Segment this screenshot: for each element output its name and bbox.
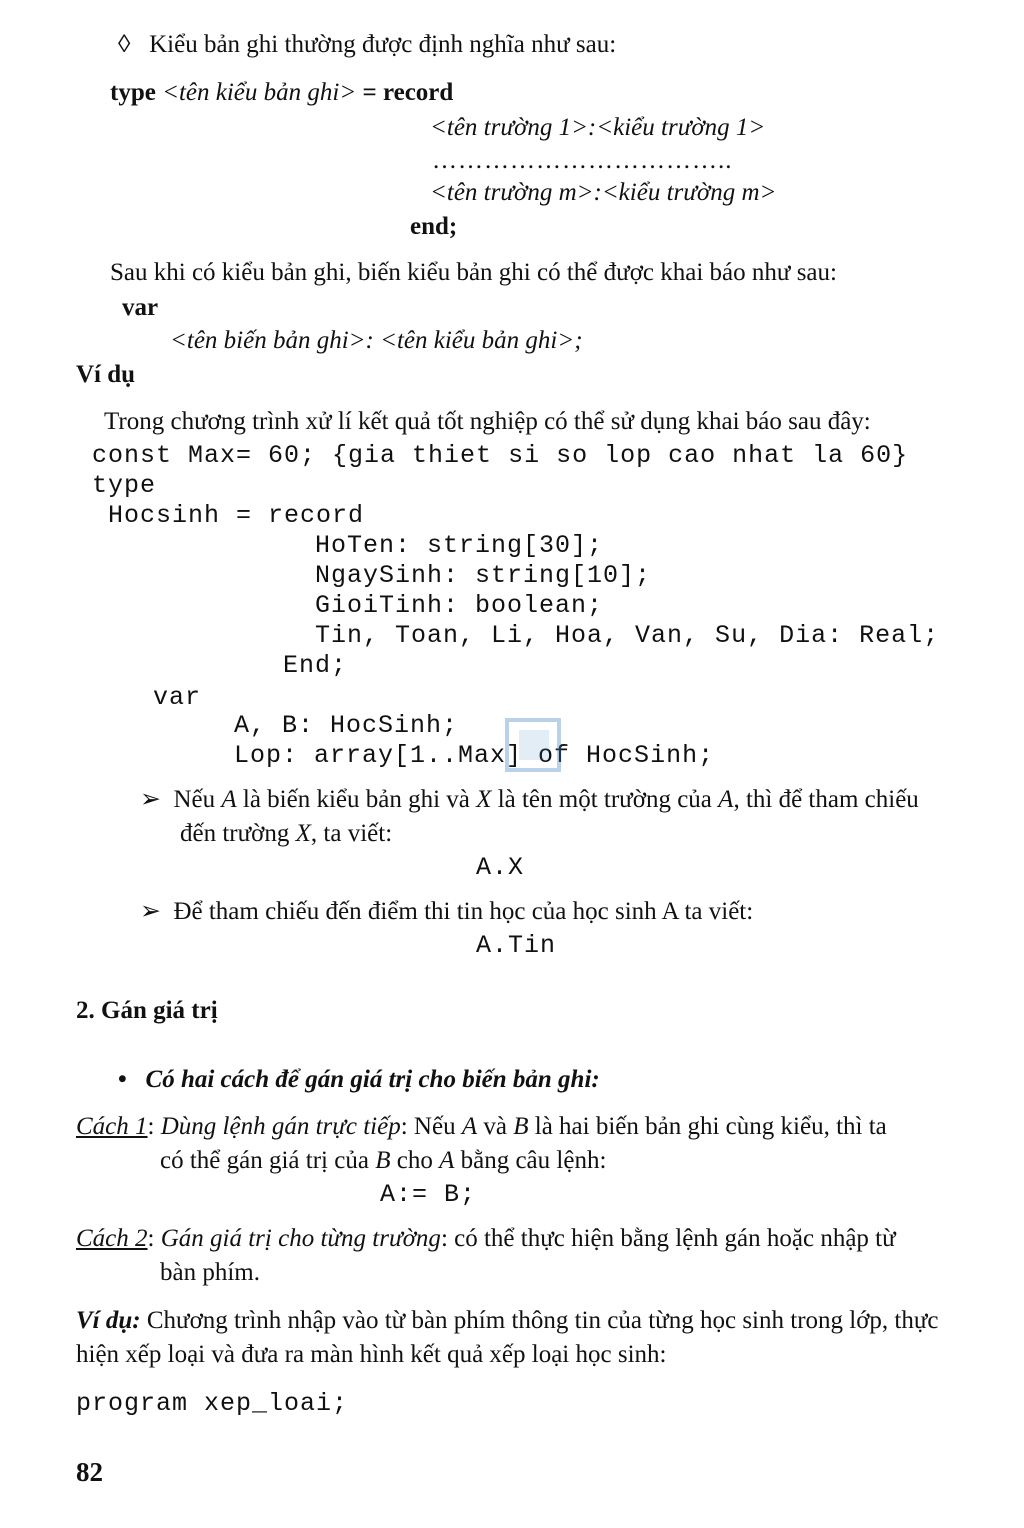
diamond-bullet-icon: ◊ [118, 31, 131, 58]
method-1-line1: Cách 1: Dùng lệnh gán trực tiếp: Nếu A và B là hai biến bản ghi cùng kiểu, thì ta [76, 1113, 887, 1140]
code-line-scores: Tin, Toan, Li, Hoa, Van, Su, Dia: Real; [315, 621, 940, 650]
reference-1-line1: ➢ Nếu A là biến kiểu bản ghi và X là tên một trường của A, thì để tham chiếu [140, 786, 919, 813]
type-keyword: type [110, 79, 156, 106]
code-line-ab: A, B: HocSinh; [234, 711, 459, 740]
code-line-record: Hocsinh = record [108, 501, 365, 530]
section-2-lead-line [118, 1065, 600, 1095]
reference-2-code: A.Tin [476, 931, 557, 960]
example-2-line2: hiện xếp loại và đưa ra màn hình kết quả xếp loại học sinh: [76, 1341, 667, 1368]
example-2-code: program xep_loai; [76, 1389, 349, 1418]
record-def-line [118, 30, 616, 60]
arrow-bullet-icon: ➢ [140, 786, 161, 813]
code-line-lop: Lop: array[1..Max] of HocSinh; [234, 741, 715, 770]
type-name-placeholder: <tên kiểu bản ghi> [155, 79, 357, 106]
page-number: 82 [76, 1457, 103, 1487]
watermark-logo-icon [505, 718, 565, 774]
code-line-var: var [153, 683, 202, 712]
example-2-label: Ví dụ: [76, 1307, 141, 1334]
code-line-hoten: HoTen: string[30]; [315, 531, 604, 560]
method-2-line2: bàn phím. [160, 1259, 260, 1286]
code-line-end: End; [283, 651, 348, 680]
field-m-placeholder: <tên trường m>:<kiểu trường m> [430, 179, 777, 206]
section-2-lead: Có hai cách để gán giá trị cho biến bản ghi: [145, 1066, 600, 1093]
field-1-placeholder: <tên trường 1>:<kiểu trường 1> [430, 114, 766, 141]
method-2-label: Cách 2 [76, 1225, 148, 1252]
example-intro: Trong chương trình xử lí kết quả tốt nghiệp có thể sử dụng khai báo sau đây: [104, 408, 871, 435]
var-decl-placeholder: <tên biến bản ghi>: <tên kiểu bản ghi>; [170, 327, 583, 354]
reference-2-line: ➢ Để tham chiếu đến điểm thi tin học của học sinh A ta viết: [140, 898, 754, 925]
code-line-const: const Max= 60; {gia thiet si so lop cao nhat la 60} [92, 441, 909, 470]
method-2-title: Gán giá trị cho từng trường [160, 1225, 441, 1252]
dot-bullet-icon: • [118, 1066, 127, 1093]
ellipsis-dots: …………………………….. [432, 147, 733, 174]
record-def-intro: Kiểu bản ghi thường được định nghĩa như sau: [149, 31, 617, 58]
code-line-type: type [92, 471, 157, 500]
reference-1-code: A.X [476, 853, 525, 882]
example-heading: Ví dụ [76, 361, 136, 388]
var-decl-intro: Sau khi có kiểu bản ghi, biến kiểu bản ghi có thể được khai báo như sau: [110, 259, 837, 286]
method-1-code: A:= B; [380, 1180, 477, 1209]
example-2-line1: Ví dụ: Chương trình nhập vào từ bàn phím thông tin của từng học sinh trong lớp, thực [76, 1307, 939, 1334]
method-1-title: Dùng lệnh gán trực tiếp [160, 1113, 401, 1140]
method-1-label: Cách 1 [76, 1113, 148, 1140]
arrow-bullet-icon: ➢ [140, 898, 161, 925]
method-1-line2: có thể gán giá trị của B cho A bằng câu lệnh: [160, 1147, 607, 1174]
code-line-ngaysinh: NgaySinh: string[10]; [315, 561, 652, 590]
section-2-heading: 2. Gán giá trị [76, 997, 218, 1024]
var-keyword: var [122, 294, 159, 321]
reference-1-line2: đến trường X, ta viết: [180, 820, 393, 847]
type-header-line [110, 78, 453, 108]
code-line-gioitinh: GioiTinh: boolean; [315, 591, 604, 620]
end-keyword: end; [410, 213, 458, 240]
record-keyword: = record [356, 79, 454, 106]
method-2-line1: Cách 2: Gán giá trị cho từng trường: có thể thực hiện bằng lệnh gán hoặc nhập từ [76, 1225, 896, 1252]
